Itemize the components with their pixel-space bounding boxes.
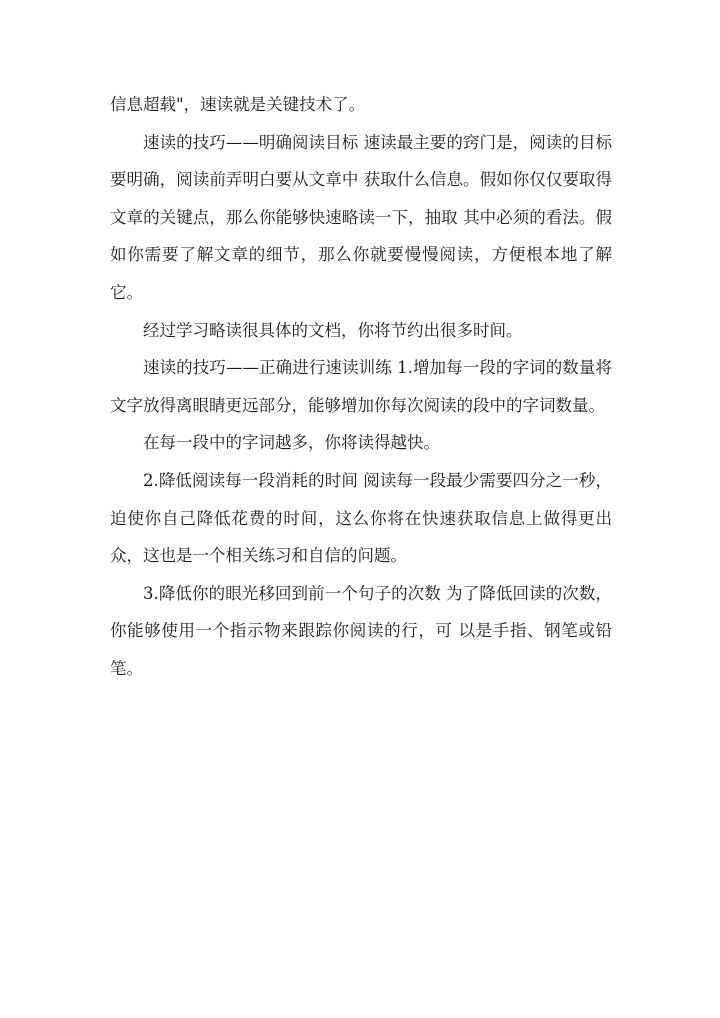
paragraph-skimming: 经过学习略读很具体的文档，你将节约出很多时间。	[143, 320, 523, 340]
document-body	[110, 86, 612, 688]
paragraph-reduce-regression: 3.降低你的眼光移回到前一个句子的次数 为了降低回读的次数，你能够使用一个指示物来跟踪你阅读的行，可 以是手指、钢笔或铅笔。	[110, 583, 612, 678]
paragraph-more-words: 在每一段中的字词越多，你将读得越快。	[143, 433, 440, 453]
paragraph-continuation: 信息超载"，速读就是关键技术了。	[110, 95, 366, 114]
paragraph-clear-goal: 速读的技巧——明确阅读目标 速读最主要的窍门是，阅读的目标要明确，阅读前弄明白要从文章中 获取什么信息。假如你仅仅要取得文章的关键点，那么你能够快速略读一下，抽取 其中必须的看法。假如你需要了解文章的细节，那么你就要慢慢阅读，方便根本地了解它。	[110, 132, 612, 302]
paragraph-training: 速读的技巧——正确进行速读训练 1.增加每一段的字词的数量将文字放得离眼睛更远部分，能够增加你每次阅读的段中的字词数量。	[110, 358, 612, 415]
paragraph-reduce-time: 2.降低阅读每一段消耗的时间 阅读每一段最少需要四分之一秒，迫使你自己降低花费的时间，这么你将在快速获取信息上做得更出众，这也是一个相关练习和自信的问题。	[110, 470, 612, 566]
